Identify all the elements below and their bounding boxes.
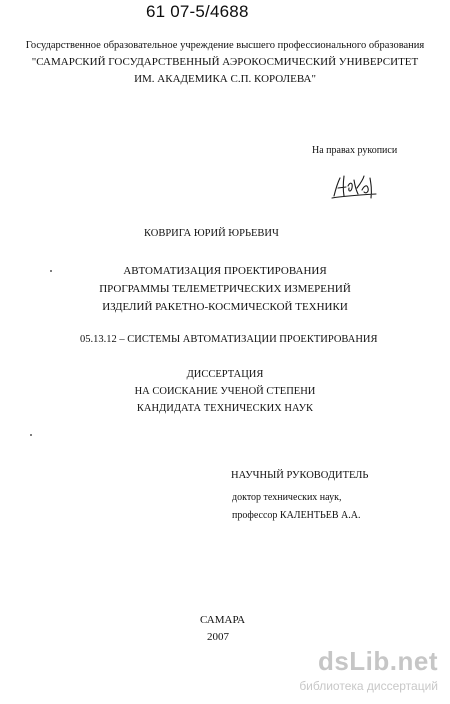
institution-line-3: ИМ. АКАДЕМИКА С.П. КОРОЛЕВА" <box>134 73 316 85</box>
supervisor-name: профессор КАЛЕНТЬЕВ А.А. <box>232 510 361 521</box>
institution-line-1: Государственное образовательное учреждение высшего профессионального образования <box>25 40 425 51</box>
dslib-watermark <box>296 646 446 696</box>
year: 2007 <box>207 631 229 643</box>
scan-speck <box>50 270 52 272</box>
supervisor-heading: НАУЧНЫЙ РУКОВОДИТЕЛЬ <box>231 470 369 481</box>
dissertation-line-3: КАНДИДАТА ТЕХНИЧЕСКИХ НАУК <box>136 403 314 414</box>
archive-stamp-number: 61 07-5/4688 <box>146 2 249 21</box>
watermark-subtitle: библиотека диссертаций <box>299 679 438 693</box>
city: САМАРА <box>200 614 246 626</box>
watermark-logo: dsLib.net <box>317 646 438 676</box>
supervisor-degree: доктор технических наук, <box>232 492 342 503</box>
title-line-3: ИЗДЕЛИЙ РАКЕТНО-КОСМИЧЕСКОЙ ТЕХНИКИ <box>102 301 348 313</box>
dissertation-line-1: ДИССЕРТАЦИЯ <box>186 369 264 380</box>
scan-speck <box>30 434 32 436</box>
title-line-2: ПРОГРАММЫ ТЕЛЕМЕТРИЧЕСКИХ ИЗМЕРЕНИЙ <box>99 283 351 295</box>
author-name: КОВРИГА ЮРИЙ ЮРЬЕВИЧ <box>144 228 279 239</box>
dissertation-line-2: НА СОИСКАНИЕ УЧЕНОЙ СТЕПЕНИ <box>134 386 316 397</box>
institution-line-2: "САМАРСКИЙ ГОСУДАРСТВЕННЫЙ АЭРОКОСМИЧЕСКИЙ УНИВЕРСИТЕТ <box>31 56 419 68</box>
rights-note: На правах рукописи <box>312 145 398 156</box>
specialty-code: 05.13.12 – СИСТЕМЫ АВТОМАТИЗАЦИИ ПРОЕКТИРОВАНИЯ <box>80 334 378 345</box>
title-line-1: АВТОМАТИЗАЦИЯ ПРОЕКТИРОВАНИЯ <box>123 265 327 277</box>
handwritten-signature <box>330 170 378 204</box>
